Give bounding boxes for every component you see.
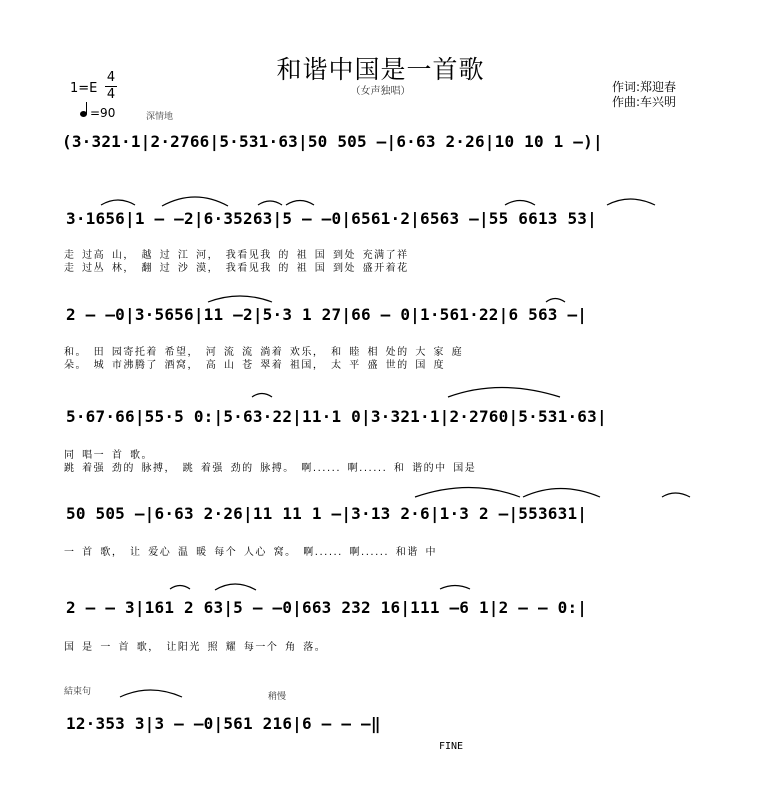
notation-line-6: 2 — — 3|161 2 63|5 — —0|663 232 16|111 —6 1|2 — — 0:| [66, 598, 588, 617]
lyric-line-2a: 走 过高 山， 越 过 江 河， 我看见我 的 祖 国 到处 充满了祥 [64, 250, 409, 261]
song-subtitle: （女声独唱） [350, 86, 411, 97]
ending-label: 結束句 [64, 687, 92, 697]
lyric-line-6: 国 是 一 首 歌， 让阳光 照 耀 每一个 角 落。 [64, 642, 327, 653]
notation-line-7: 12·353 3|3 — —0|561 216|6 — — —‖ [66, 714, 381, 733]
lyric-line-4b: 跳 着强 劲的 脉搏， 跳 着强 劲的 脉搏。 啊...... 啊...... 和 谐的中 国是 [64, 463, 477, 474]
lyric-line-3a: 和。 田 园寄托着 希望， 河 流 流 淌着 欢乐， 和 睦 相 处的 大 家 庭 [64, 347, 464, 358]
time-signature [104, 70, 118, 103]
time-signature-bottom: 4 [106, 87, 116, 102]
tempo-value: =90 [90, 106, 116, 120]
notation-line-1: (3·321·1|2·2766|5·531·63|50 505 —|6·63 2·26|10 10 1 —)| [62, 132, 603, 151]
notation-line-4: 5·67·66|55·5 0:|5·63·22|11·1 0|3·321·1|2·2760|5·531·63| [66, 407, 607, 426]
lyric-line-3b: 朵。 城 市沸腾了 酒窝， 高 山 苍 翠着 祖国， 太 平 盛 世的 国 度 [64, 360, 446, 371]
composer: 作曲:车兴明 [612, 95, 677, 109]
lyricist: 作词:郑迎春 [612, 80, 677, 94]
quarter-note-icon [80, 111, 87, 117]
song-title: 和谐中国是一首歌 [276, 55, 485, 84]
lyric-line-2b: 走 过丛 林， 翻 过 沙 漠， 我看见我 的 祖 国 到处 盛开着花 [64, 263, 409, 274]
notation-line-5: 50 505 —|6·63 2·26|11 11 1 —|3·13 2·6|1·3 2 —|553631| [66, 504, 588, 523]
notation-line-3: 2 — —0|3·5656|11 —2|5·3 1 27|66 — 0|1·561·22|6 563 —| [66, 305, 588, 324]
notation-line-2: 3·1656|1 — —2|6·35263|5 — —0|6561·2|6563 —|55 6613 53| [66, 209, 597, 228]
credits [612, 80, 676, 110]
lyric-line-4a: 同 唱一 首 歌。 [64, 450, 154, 461]
key-signature: 1=E [70, 81, 98, 96]
time-signature-top: 4 [106, 70, 116, 85]
expression-marking: 深情地 [146, 112, 174, 122]
lyric-line-5: 一 首 歌， 让 爱心 温 暖 每个 人心 窝。 啊...... 啊...... 和谐 中 [64, 547, 437, 558]
tempo-marking [80, 106, 115, 120]
ritardando-label: 稍慢 [268, 692, 287, 702]
fine-marking: FINE [439, 741, 464, 752]
